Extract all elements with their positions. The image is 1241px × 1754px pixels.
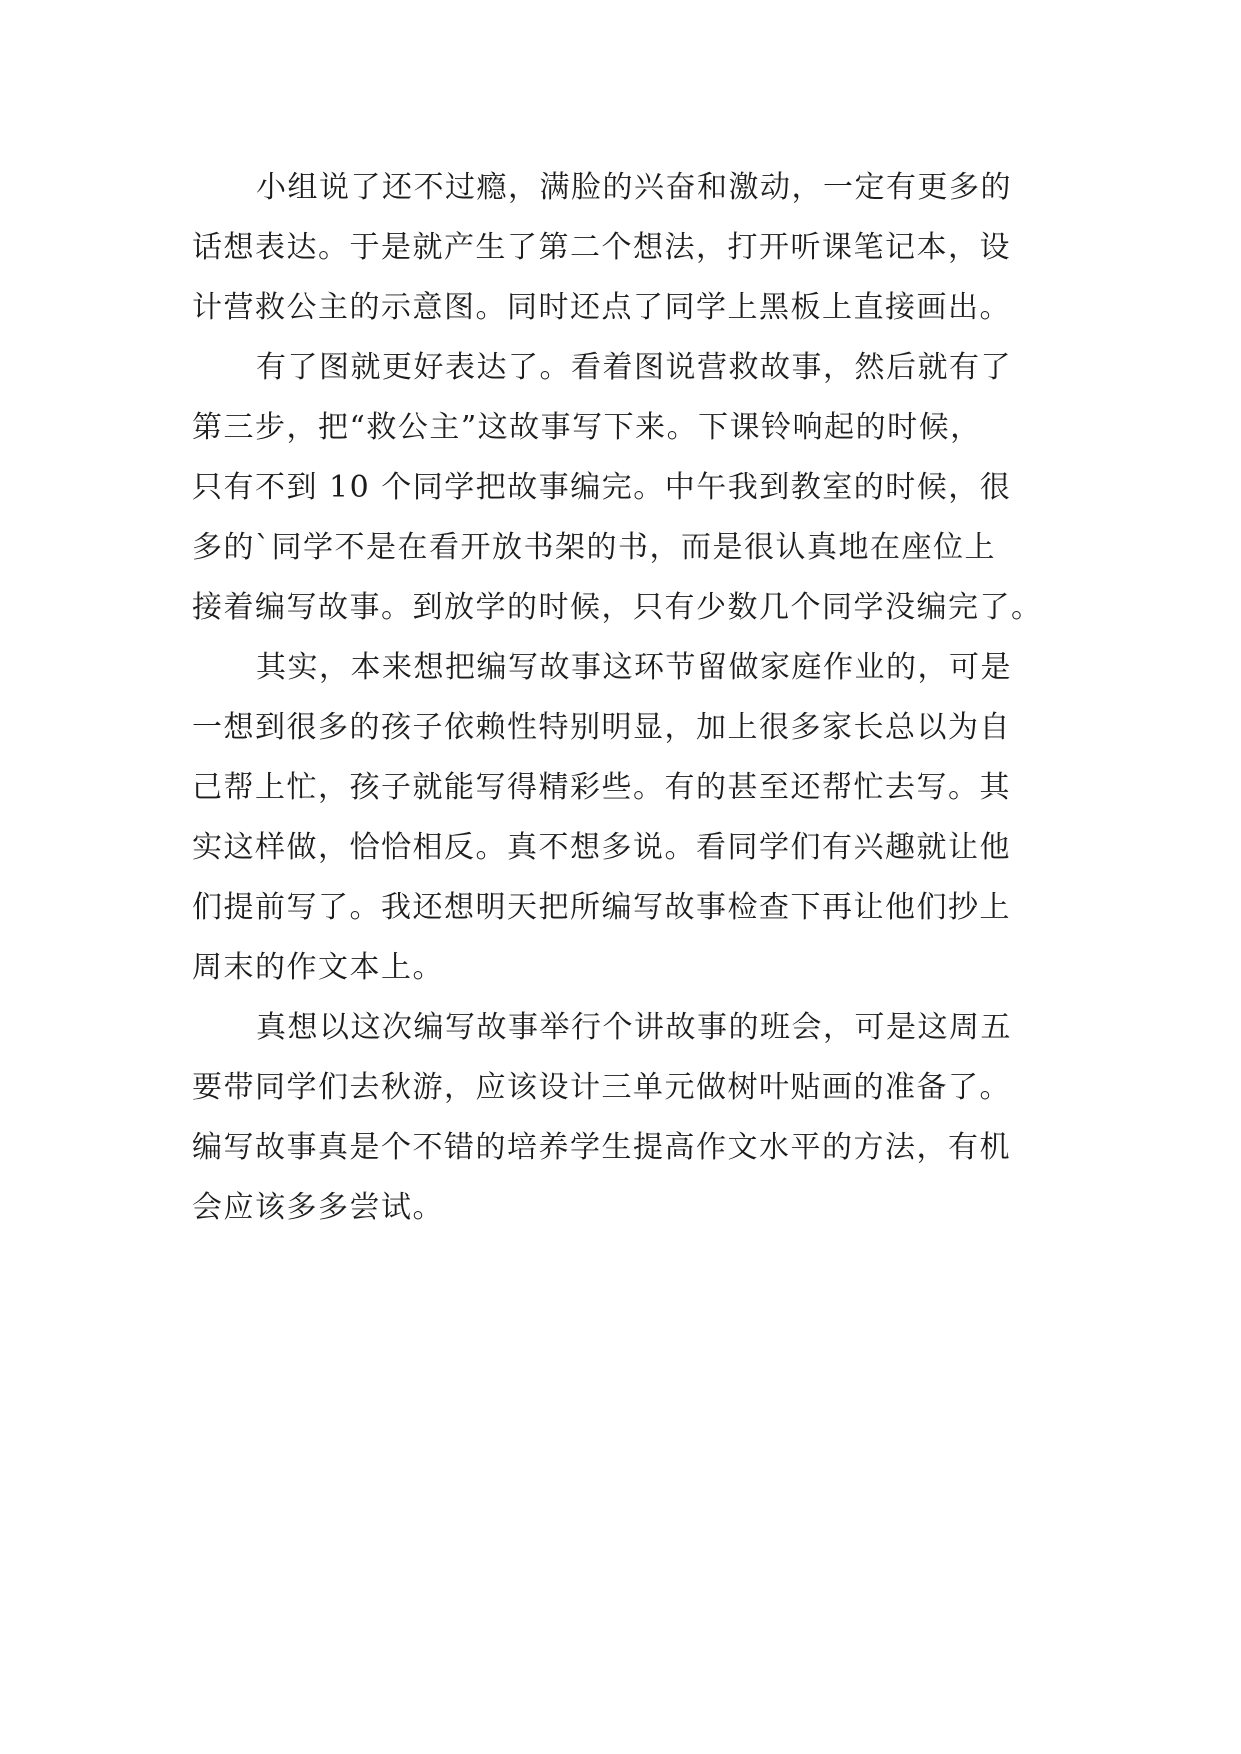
text-line: 编写故事真是个不错的培养学生提高作文水平的方法，有机 <box>192 1130 1011 1165</box>
text-line: 有了图就更好表达了。看着图说营救故事，然后就有了 <box>256 350 1012 385</box>
text-line: 一想到很多的孩子依赖性特别明显，加上很多家长总以为自 <box>192 710 1011 745</box>
text-line: 多的`同学不是在看开放书架的书，而是很认真地在座位上 <box>192 530 996 565</box>
text-line: 其实，本来想把编写故事这环节留做家庭作业的，可是 <box>256 650 1012 685</box>
text-line: 话想表达。于是就产生了第二个想法，打开听课笔记本，设 <box>192 230 1011 265</box>
text-line: 计营救公主的示意图。同时还点了同学上黑板上直接画出。 <box>192 290 1011 325</box>
paragraph <box>192 158 1070 338</box>
paragraph <box>192 338 1070 638</box>
paragraph <box>192 638 1070 998</box>
text-line: 要带同学们去秋游，应该设计三单元做树叶贴画的准备了。 <box>192 1070 1011 1105</box>
text-line: 们提前写了。我还想明天把所编写故事检查下再让他们抄上 <box>192 890 1011 925</box>
text-line: 第三步，把“救公主”这故事写下来。下课铃响起的时候， <box>192 410 982 445</box>
text-line: 己帮上忙，孩子就能写得精彩些。有的甚至还帮忙去写。其 <box>192 770 1011 805</box>
text-line: 只有不到 10 个同学把故事编完。中午我到教室的时候，很 <box>192 470 1012 505</box>
text-line: 接着编写故事。到放学的时候，只有少数几个同学没编完了。 <box>192 590 1043 625</box>
document-body <box>192 158 1070 1238</box>
text-line: 实这样做，恰恰相反。真不想多说。看同学们有兴趣就让他 <box>192 830 1011 865</box>
text-line: 小组说了还不过瘾，满脸的兴奋和激动，一定有更多的 <box>256 170 1012 205</box>
text-line: 会应该多多尝试。 <box>192 1190 444 1225</box>
paragraph <box>192 998 1070 1238</box>
text-line: 周末的作文本上。 <box>192 950 444 985</box>
text-line: 真想以这次编写故事举行个讲故事的班会，可是这周五 <box>256 1010 1012 1045</box>
